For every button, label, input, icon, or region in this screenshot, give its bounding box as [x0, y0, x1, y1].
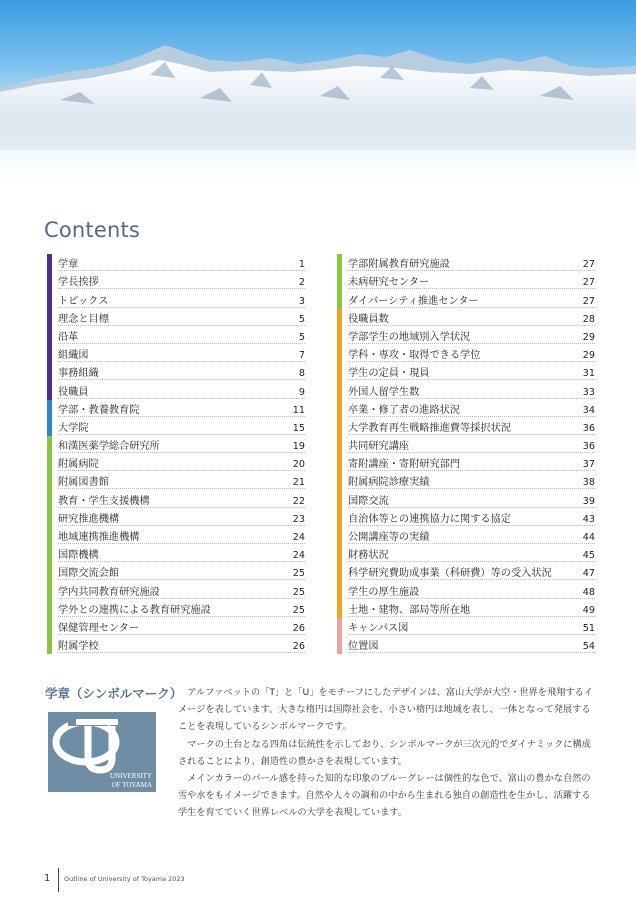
- toc-leader-dots: [348, 507, 595, 508]
- toc-entry[interactable]: [47, 472, 305, 490]
- toc-entry-title: 学部学生の地域別入学状況: [348, 331, 471, 343]
- toc-entry-title: 学外との連携による教育研究施設: [58, 604, 211, 616]
- toc-entry-page: 25: [292, 568, 305, 580]
- toc-entry-page: 43: [582, 513, 595, 525]
- toc-section-color-bar: [47, 327, 52, 345]
- toc-entry-page: 29: [582, 350, 595, 362]
- toc-entry-title: トピックス: [58, 295, 109, 307]
- toc-entry[interactable]: [47, 600, 305, 618]
- toc-section-color-bar: [47, 490, 52, 508]
- toc-leader-dots: [58, 634, 305, 635]
- toc-section-color-bar: [337, 454, 342, 472]
- toc-leader-dots: [348, 307, 595, 308]
- toc-entry-title: 和漢医薬学総合研究所: [58, 441, 160, 453]
- toc-leader-dots: [348, 398, 595, 399]
- toc-leader-dots: [348, 379, 595, 380]
- toc-entry[interactable]: [337, 290, 595, 308]
- toc-section-color-bar: [47, 345, 52, 363]
- toc-entry-page: 25: [292, 604, 305, 616]
- toc-right-column: [337, 254, 595, 654]
- toc-entry[interactable]: [337, 309, 595, 327]
- toc-entry[interactable]: [337, 527, 595, 545]
- toc-section-color-bar: [337, 309, 342, 327]
- toc-entry-page: 22: [292, 495, 305, 507]
- toc-leader-dots: [58, 525, 305, 526]
- toc-entry-title: 土地・建物、部局等所在地: [348, 604, 471, 616]
- toc-entry-title: 大学教育再生戦略推進費等採択状況: [348, 422, 511, 434]
- toc-entry-title: 外国人留学生数: [348, 386, 420, 398]
- toc-leader-dots: [348, 634, 595, 635]
- toc-entry[interactable]: [47, 618, 305, 636]
- toc-entry-title: 共同研究講座: [348, 441, 410, 453]
- toc-leader-dots: [348, 343, 595, 344]
- toc-section-color-bar: [47, 400, 52, 418]
- toc-entry[interactable]: [47, 527, 305, 545]
- toc-entry-title: 位置図: [348, 641, 379, 653]
- toc-entry-title: 役職員: [58, 386, 89, 398]
- toc-section-color-bar: [47, 290, 52, 308]
- toc-entry[interactable]: [337, 545, 595, 563]
- toc-section-color-bar: [337, 618, 342, 636]
- toc-entry[interactable]: [337, 345, 595, 363]
- toc-entry[interactable]: [337, 472, 595, 490]
- toc-entry-title: 役職員数: [348, 313, 389, 325]
- toc-entry-title: 学生の定員・現員: [348, 368, 430, 380]
- toc-entry[interactable]: [337, 418, 595, 436]
- toc-entry-page: 5: [298, 313, 305, 325]
- toc-section-color-bar: [337, 527, 342, 545]
- toc-section-color-bar: [337, 272, 342, 290]
- mountain-banner-image: [0, 0, 636, 190]
- toc-section-color-bar: [47, 563, 52, 581]
- toc-entry-title: 国際交流会館: [58, 568, 120, 580]
- toc-entry-page: 3: [298, 295, 305, 307]
- toc-entry-page: 27: [582, 277, 595, 289]
- toc-leader-dots: [348, 325, 595, 326]
- toc-entry-page: 54: [582, 641, 595, 653]
- toc-entry-page: 7: [298, 350, 305, 362]
- toc-entry-title: 国際機構: [58, 550, 99, 562]
- toc-section-color-bar: [337, 381, 342, 399]
- toc-section-color-bar: [337, 290, 342, 308]
- toc-leader-dots: [348, 488, 595, 489]
- toc-entry[interactable]: [47, 363, 305, 381]
- toc-entry-page: 36: [582, 441, 595, 453]
- toc-entry-title: キャンパス図: [348, 622, 409, 634]
- toc-section-color-bar: [337, 563, 342, 581]
- toc-section-color-bar: [47, 418, 52, 436]
- toc-leader-dots: [348, 598, 595, 599]
- toc-entry-title: 附属病院診療実績: [348, 477, 430, 489]
- crest-paragraph: アルファベットの「T」と「U」をモチーフにしたデザインは、富山大学が大空・世界を飛翔するイメージを表しています。大きな楕円は国際社会を、小さい楕円は地域を表し、一体となって発展することを表現しているシンボルマークです。: [178, 687, 593, 733]
- toc-section-color-bar: [337, 254, 342, 272]
- toc-entry-page: 2: [298, 277, 305, 289]
- toc-entry[interactable]: [337, 581, 595, 599]
- toc-leader-dots: [58, 343, 305, 344]
- toc-leader-dots: [348, 525, 595, 526]
- toc-entry[interactable]: [47, 545, 305, 563]
- toc-entry[interactable]: [47, 454, 305, 472]
- toc-entry-page: 21: [292, 477, 305, 489]
- toc-entry-title: 寄附講座・寄附研究部門: [348, 459, 461, 471]
- toc-leader-dots: [58, 652, 305, 653]
- toc-leader-dots: [58, 452, 305, 453]
- toc-leader-dots: [348, 361, 595, 362]
- toc-section-color-bar: [337, 345, 342, 363]
- toc-entry-page: 28: [582, 313, 595, 325]
- toc-entry-title: 学長挨拶: [58, 277, 99, 289]
- toc-section-color-bar: [337, 436, 342, 454]
- toc-entry-page: 45: [582, 550, 595, 562]
- toc-entry[interactable]: [47, 327, 305, 345]
- toc-entry-title: 地域連携推進機構: [58, 532, 140, 543]
- toc-section-color-bar: [47, 454, 52, 472]
- toc-entry-page: 26: [292, 622, 305, 634]
- toc-entry[interactable]: [47, 381, 305, 399]
- toc-leader-dots: [348, 543, 595, 544]
- toc-entry-page: 47: [582, 568, 595, 580]
- toc-section-color-bar: [47, 618, 52, 636]
- toc-entry-title: 理念と目標: [58, 313, 109, 325]
- toc-leader-dots: [58, 361, 305, 362]
- toc-section-color-bar: [337, 327, 342, 345]
- crest-paragraph: マークの土台となる四角は伝統性を示しており、シンボルマークが三次元的でダイナミックに構成されることにより、創造性の豊かさを表現しています。: [178, 738, 591, 767]
- crest-section-title: 学章（シンボルマーク）: [45, 686, 183, 701]
- toc-entry-title: 大学院: [58, 422, 89, 434]
- toc-entry-title: 卒業・修了者の進路状況: [348, 404, 461, 416]
- toc-entry-title: 附属病院: [58, 459, 99, 471]
- toc-entry[interactable]: [337, 272, 595, 290]
- toc-leader-dots: [58, 579, 305, 580]
- toc-entry[interactable]: [337, 454, 595, 472]
- toc-entry-page: 31: [582, 368, 595, 380]
- toc-entry-page: 27: [582, 259, 595, 271]
- toc-entry-page: 38: [582, 477, 595, 489]
- toc-entry[interactable]: [47, 509, 305, 527]
- toc-entry-page: 15: [292, 422, 305, 434]
- toc-entry-page: 26: [292, 641, 305, 653]
- toc-section-color-bar: [47, 272, 52, 290]
- toc-leader-dots: [58, 416, 305, 417]
- toc-entry[interactable]: [337, 600, 595, 618]
- toc-entry-title: 保健管理センター: [58, 622, 140, 634]
- toc-leader-dots: [58, 434, 305, 435]
- toc-entry-page: 11: [292, 404, 305, 416]
- toc-leader-dots: [58, 325, 305, 326]
- toc-entry-title: 学部・教養教育院: [58, 404, 140, 416]
- footer-publication-title: Outline of University of Toyama 2023: [64, 875, 185, 883]
- toc-section-color-bar: [47, 600, 52, 618]
- toc-entry-title: 学章: [58, 259, 79, 271]
- toc-section-color-bar: [337, 418, 342, 436]
- toc-entry-page: 48: [582, 586, 595, 598]
- toc-section-color-bar: [337, 600, 342, 618]
- toc-section-color-bar: [337, 490, 342, 508]
- toc-leader-dots: [58, 507, 305, 508]
- toc-leader-dots: [348, 434, 595, 435]
- toc-entry-title: 附属図書館: [58, 477, 109, 489]
- toc-leader-dots: [58, 398, 305, 399]
- toc-entry-page: 23: [292, 513, 305, 525]
- toc-leader-dots: [348, 416, 595, 417]
- toc-entry-title: 科学研究費助成事業（科研費）等の受入状況: [348, 568, 552, 580]
- toc-leader-dots: [58, 379, 305, 380]
- toc-entry-title: 組織図: [58, 350, 89, 362]
- toc-entry-title: 事務組織: [58, 368, 99, 380]
- toc-entry-page: 39: [582, 495, 595, 507]
- toc-leader-dots: [58, 488, 305, 489]
- toc-entry-title: 学生の厚生施設: [348, 586, 420, 598]
- toc-section-color-bar: [337, 581, 342, 599]
- toc-entry[interactable]: [47, 400, 305, 418]
- toc-section-color-bar: [47, 381, 52, 399]
- toc-leader-dots: [58, 270, 305, 271]
- toc-section-color-bar: [337, 509, 342, 527]
- toc-entry[interactable]: [47, 345, 305, 363]
- toc-leader-dots: [348, 270, 595, 271]
- toc-entry[interactable]: [47, 272, 305, 290]
- toc-entry-title: 国際交流: [348, 495, 389, 507]
- toc-entry-title: 財務状況: [348, 550, 389, 562]
- toc-entry[interactable]: [47, 418, 305, 436]
- crest-description: [178, 684, 598, 822]
- toc-leader-dots: [58, 598, 305, 599]
- toc-section-color-bar: [47, 509, 52, 527]
- toc-entry-page: 19: [292, 441, 305, 453]
- toc-entry-title: 未病研究センター: [348, 277, 430, 289]
- toc-entry[interactable]: [47, 436, 305, 454]
- toc-entry-page: 8: [298, 368, 305, 380]
- toc-section-color-bar: [47, 581, 52, 599]
- toc-entry-page: 27: [582, 295, 595, 307]
- toc-entry[interactable]: [337, 327, 595, 345]
- toc-entry[interactable]: [47, 290, 305, 308]
- crest-paragraph: メインカラーのパール感を持った知的な印象のブルーグレーは個性的な色で、富山の豊かな自然の雪や水をもイメージできます。自然や人々の調和の中から生まれる独自の創造性を生かし、活躍する学生を育てていく世界レベルの大学を表現しています。: [178, 773, 591, 819]
- toc-leader-dots: [348, 470, 595, 471]
- toc-section-color-bar: [47, 472, 52, 490]
- toc-entry-page: 1: [298, 259, 305, 271]
- toc-entry[interactable]: [47, 563, 305, 581]
- toc-entry-page: 33: [582, 386, 595, 398]
- toc-entry-page: 49: [582, 604, 595, 616]
- toc-leader-dots: [348, 288, 595, 289]
- toc-leader-dots: [348, 652, 595, 653]
- toc-entry[interactable]: [47, 309, 305, 327]
- logo-text-line2: OF TOYAMA: [111, 781, 152, 789]
- toc-entry[interactable]: [337, 381, 595, 399]
- toc-entry[interactable]: [47, 490, 305, 508]
- toc-leader-dots: [58, 307, 305, 308]
- toc-section-color-bar: [47, 254, 52, 272]
- toc-leader-dots: [58, 561, 305, 562]
- toc-entry[interactable]: [337, 490, 595, 508]
- toc-section-color-bar: [47, 363, 52, 381]
- toc-left-column: [47, 254, 305, 654]
- toc-entry[interactable]: [337, 436, 595, 454]
- toc-entry-page: 24: [292, 532, 305, 543]
- toc-entry-page: 9: [298, 386, 305, 398]
- toc-section-color-bar: [337, 545, 342, 563]
- toc-section-color-bar: [47, 545, 52, 563]
- toc-entry-page: 24: [292, 550, 305, 562]
- toc-entry-title: 附属学校: [58, 641, 99, 653]
- toc-entry[interactable]: [337, 563, 595, 581]
- toc-entry-page: 5: [298, 331, 305, 343]
- toc-entry-page: 25: [292, 586, 305, 598]
- toc-entry-title: 自治体等との連携協力に関する協定: [348, 513, 511, 525]
- toc-entry[interactable]: [337, 400, 595, 418]
- toc-entry-title: 沿革: [58, 331, 79, 343]
- toc-entry[interactable]: [47, 581, 305, 599]
- toc-entry-title: 学内共同教育研究施設: [58, 586, 160, 598]
- toc-section-color-bar: [337, 363, 342, 381]
- toc-entry-page: 51: [582, 622, 595, 634]
- toc-entry-title: 教育・学生支援機構: [58, 495, 150, 507]
- toc-entry-title: 公開講座等の実績: [348, 532, 430, 543]
- toc-entry-title: ダイバーシティ推進センター: [348, 295, 479, 307]
- toc-leader-dots: [58, 616, 305, 617]
- toc-section-color-bar: [47, 527, 52, 545]
- toc-leader-dots: [58, 288, 305, 289]
- contents-title: Contents: [44, 218, 141, 242]
- toc-section-color-bar: [47, 636, 52, 654]
- toc-entry[interactable]: [47, 254, 305, 272]
- toc-section-color-bar: [337, 636, 342, 654]
- toc-entry-page: 37: [582, 459, 595, 471]
- toc-leader-dots: [348, 579, 595, 580]
- toc-leader-dots: [58, 470, 305, 471]
- toc-section-color-bar: [47, 436, 52, 454]
- toc-entry[interactable]: [337, 254, 595, 272]
- toc-entry-title: 学部附属教育研究施設: [348, 259, 450, 271]
- toc-entry-page: 36: [582, 422, 595, 434]
- toc-entry[interactable]: [47, 636, 305, 654]
- toc-entry[interactable]: [337, 363, 595, 381]
- toc-entry-page: 44: [582, 532, 595, 543]
- footer-page-number: 1: [44, 873, 51, 884]
- toc-section-color-bar: [337, 472, 342, 490]
- toc-entry-page: 34: [582, 404, 595, 416]
- toc-entry-page: 20: [292, 459, 305, 471]
- toc-leader-dots: [348, 561, 595, 562]
- logo-text-line1: UNIVERSITY: [110, 772, 152, 780]
- toc-section-color-bar: [337, 400, 342, 418]
- toc-entry-title: 学科・専攻・取得できる学位: [348, 350, 481, 362]
- university-logo: [48, 712, 156, 792]
- toc-leader-dots: [348, 616, 595, 617]
- toc-entry-title: 研究推進機構: [58, 513, 120, 525]
- toc-entry-page: 29: [582, 331, 595, 343]
- toc-leader-dots: [348, 452, 595, 453]
- toc-entry[interactable]: [337, 636, 595, 654]
- toc-leader-dots: [58, 543, 305, 544]
- toc-entry[interactable]: [337, 509, 595, 527]
- toc-entry[interactable]: [337, 618, 595, 636]
- footer-divider: [58, 868, 59, 892]
- toc-section-color-bar: [47, 309, 52, 327]
